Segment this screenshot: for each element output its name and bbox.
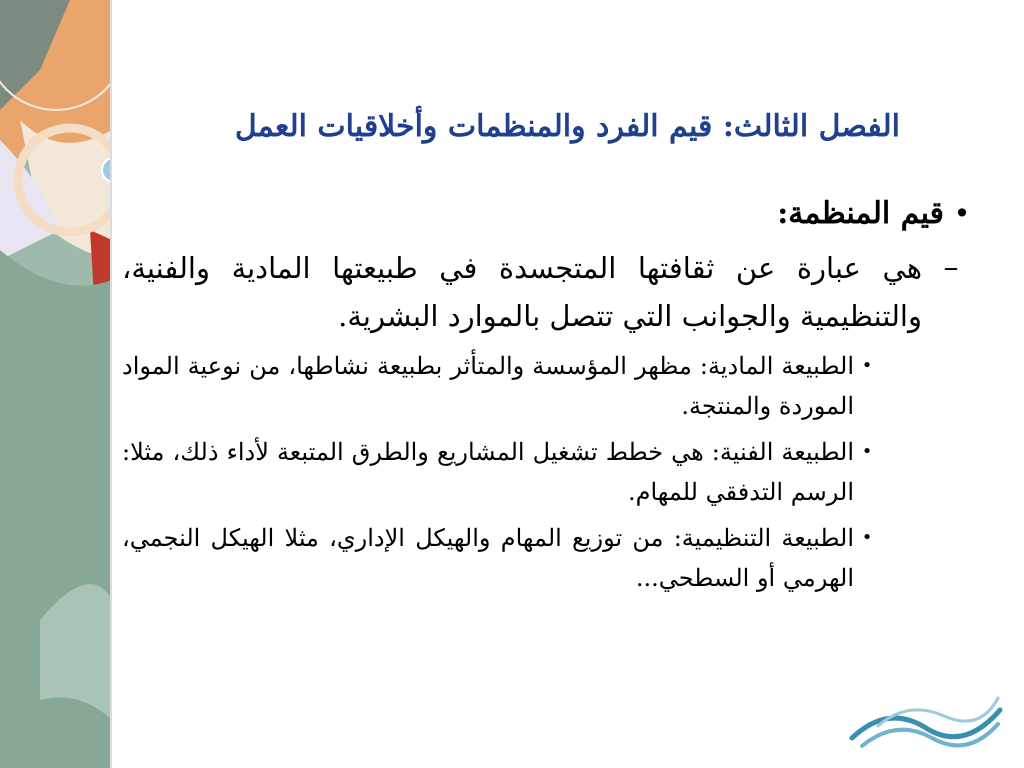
bullet-icon: •	[861, 441, 873, 462]
bullet-icon: •	[861, 527, 873, 548]
slide-content	[122, 190, 980, 598]
point-text: الطبيعة التنظيمية: من توزيع المهام والهيكل الإداري، مثلا الهيكل النجمي، الهرمي أو السطحي...	[122, 524, 854, 592]
slide-title: الفصل الثالث: قيم الفرد والمنظمات وأخلاقيات العمل	[234, 109, 900, 145]
bullet-heading	[122, 190, 980, 238]
wave-logo-icon	[848, 690, 1004, 750]
definition-text: هي عبارة عن ثقافتها المتجسدة في طبيعتها المادية والفنية، والتنظيمية والجوانب التي تتصل بالموارد البشرية.	[122, 251, 922, 333]
bullet-icon: •	[953, 197, 971, 230]
dash-icon: –	[943, 250, 959, 285]
panel-divider	[110, 0, 112, 768]
heading-text: قيم المنظمة:	[777, 196, 944, 231]
list-item	[122, 346, 980, 426]
point-text: الطبيعة الفنية: هي خطط تشغيل المشاريع والطرق المتبعة لأداء ذلك، مثلا: الرسم التدفقي للمهام.	[122, 438, 854, 506]
decorative-left-panel	[0, 0, 112, 768]
definition-item	[122, 244, 980, 340]
point-text: الطبيعة المادية: مظهر المؤسسة والمتأثر بطبيعة نشاطها، من نوعية المواد الموردة والمنتجة.	[122, 352, 854, 420]
list-item	[122, 432, 980, 512]
list-item	[122, 518, 980, 598]
bullet-icon: •	[861, 355, 873, 376]
